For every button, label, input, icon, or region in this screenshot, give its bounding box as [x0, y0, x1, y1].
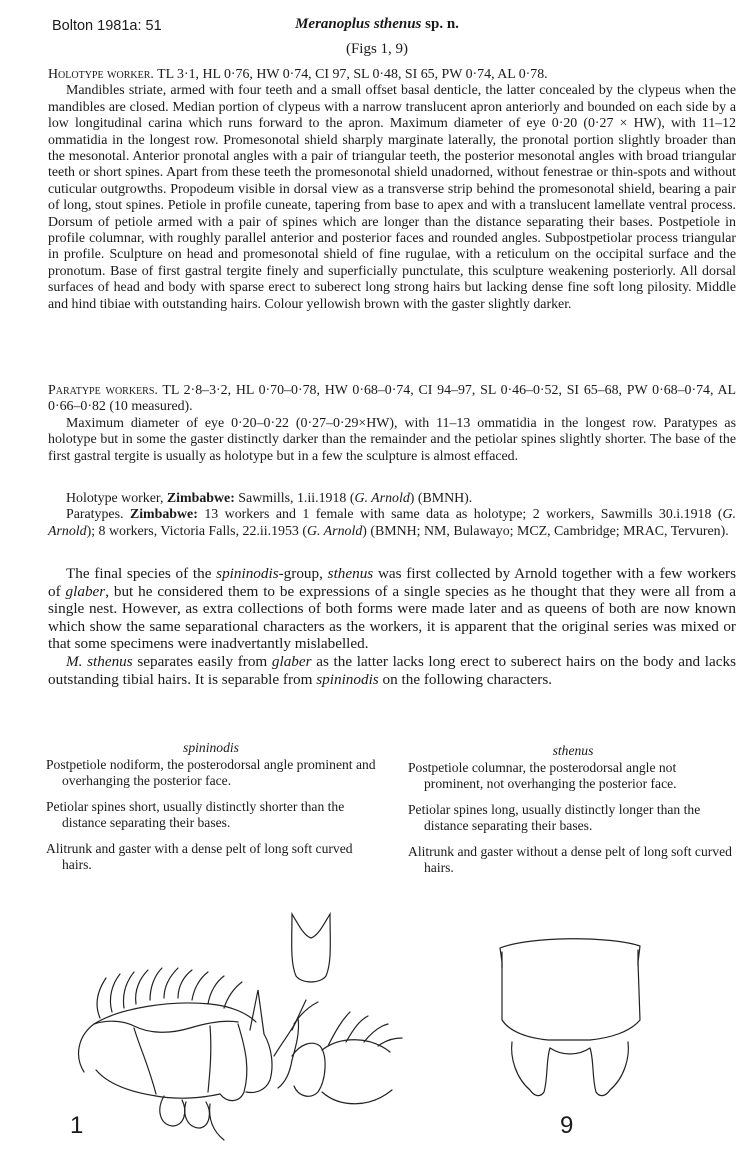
paratype-measurements: TL 2·8–3·2, HL 0·70–0·78, HW 0·68–0·74, CI 94–97, SL 0·46–0·52, SI 65–68, PW 0·68–0·74, AL 0·66–0·82 (10 measured). — [48, 383, 736, 415]
comparison-item: Alitrunk and gaster without a dense pelt of long soft curved hairs. — [408, 844, 732, 875]
discussion — [48, 565, 736, 688]
comparison-spininodis — [46, 740, 376, 883]
holotype-measurements: TL 3·1, HL 0·76, HW 0·74, CI 97, SL 0·48, SI 65, PW 0·74, AL 0·78. — [153, 67, 548, 82]
figure-reference: (Figs 1, 9) — [345, 41, 409, 57]
comparison-heading-sthenus: sthenus — [552, 743, 594, 758]
holotype-heading: Holotype worker. — [48, 67, 154, 82]
figure-1-profile-drawing — [60, 960, 410, 1155]
comparison-item: Petiolar spines long, usually distinctly longer than the distance separating their bases. — [408, 802, 701, 833]
paratype-material: Paratypes. Zimbabwe: 13 workers and 1 female with same data as holotype; 2 workers, Sawmills 30.i.1918 (G. Arnold); 8 workers, Victoria Falls, 22.ii.1953 (G. Arnold) (BMNH; NM, Bulawayo; MCZ, Cambridge; MRAC, Tervuren). — [48, 507, 736, 539]
discussion-paragraph-1: The final species of the spininodis-group, sthenus was first collected by Arnold together with a few workers of glaber, but he considered them to be expressions of a single species as he thought that they were all from a single nest. However, as extra collections of both forms were made later and as queens of both are now known which show the same separational characters as the workers, it is apparent that the original series was mixed or that some specimens were inadvertantly mislabelled. — [48, 565, 737, 653]
holotype-material: Holotype worker, Zimbabwe: Sawmills, 1.ii.1918 (G. Arnold) (BMNH). — [66, 491, 473, 506]
comparison-item: Alitrunk and gaster with a dense pelt of long soft curved hairs. — [46, 841, 353, 872]
comparison-item: Postpetiole nodiform, the posterodorsal angle prominent and overhanging the posterior face. — [46, 757, 376, 788]
figure-1-label: 1 — [70, 1112, 84, 1139]
comparison-item: Petiolar spines short, usually distinctly shorter than the distance separating their bases. — [46, 799, 345, 830]
paratype-heading: Paratype workers. — [48, 383, 158, 398]
comparison-item: Postpetiole columnar, the posterodorsal angle not prominent, not overhanging the posterior face. — [408, 760, 677, 791]
comparison-sthenus — [408, 743, 738, 886]
holotype-description: Mandibles striate, armed with four teeth and a small offset basal denticle, the latter concealed by the clypeus when the mandibles are closed. Median portion of clypeus with a narrow translucent apron anteriorly and bounded on each side by a low longitudinal carina which runs forward to the apron. Maximum diameter of eye 0·20 (0·27 × HW), with 11–12 ommatidia in the longest row. Promesonotal shield sharply marginate laterally, the pronotal portion slightly broader than the mesonotal. Anterior pronotal angles with a pair of triangular teeth, the posterior mesonotal angles with broad triangular teeth or short spines. Apart from these teeth the promesonotal shield unadorned, without fenestrae or thin-spots and without cuticular outgrowths. Propodeum visible in dorsal view as a transverse strip behind the promesonotal shield, bearing a pair of long, stout spines. Petiole in profile cuneate, tapering from base to apex and with a translucent lamellate ventral process. Dorsum of petiole armed with a pair of spines which are longer than the distance separating their bases. Postpetiole in profile columnar, with roughly parallel anterior and posterior faces and rounded angles. Subpostpetiolar process triangular in profile. Sculpture on head and promesonotal shield of fine rugulae, with a reticulum on the occipital surface and the pronotum. Base of first gastral tergite finely and superficially punctulate, this sculpture weakening posteriorly. All dorsal surfaces of head and body with sparse erect to suberect long strong hairs but lacking dense fine soft long pilosity. Middle and hind tibiae with outstanding hairs. Colour yellowish brown with the gaster slightly darker. — [48, 83, 736, 312]
paratype-section — [48, 383, 736, 465]
material-examined — [48, 491, 736, 540]
species-title — [0, 16, 754, 33]
comparison-heading-spininodis: spininodis — [183, 740, 239, 755]
figure-9-label: 9 — [560, 1112, 574, 1139]
figure-9-drawing — [490, 928, 650, 1124]
species-name: Meranoplus sthenus — [295, 16, 422, 32]
paratype-description: Maximum diameter of eye 0·20–0·22 (0·27–0·29×HW), with 11–13 ommatidia in the longest row. Paratypes as holotype but in some the gaster distinctly darker than the remainder and the petiolar spines slightly shorter. The base of the first gastral tergite is usually as holotype but in a few the sculpture is almost effaced. — [48, 415, 736, 464]
holotype-section — [48, 67, 736, 313]
citation: Bolton 1981a: 51 — [52, 18, 162, 34]
species-status: sp. n. — [425, 16, 459, 32]
discussion-paragraph-2: M. sthenus separates easily from glaber as the latter lacks long erect to suberect hairs on the body and lacks outstanding tibial hairs. It is separable from spininodis on the following characters. — [48, 652, 736, 688]
